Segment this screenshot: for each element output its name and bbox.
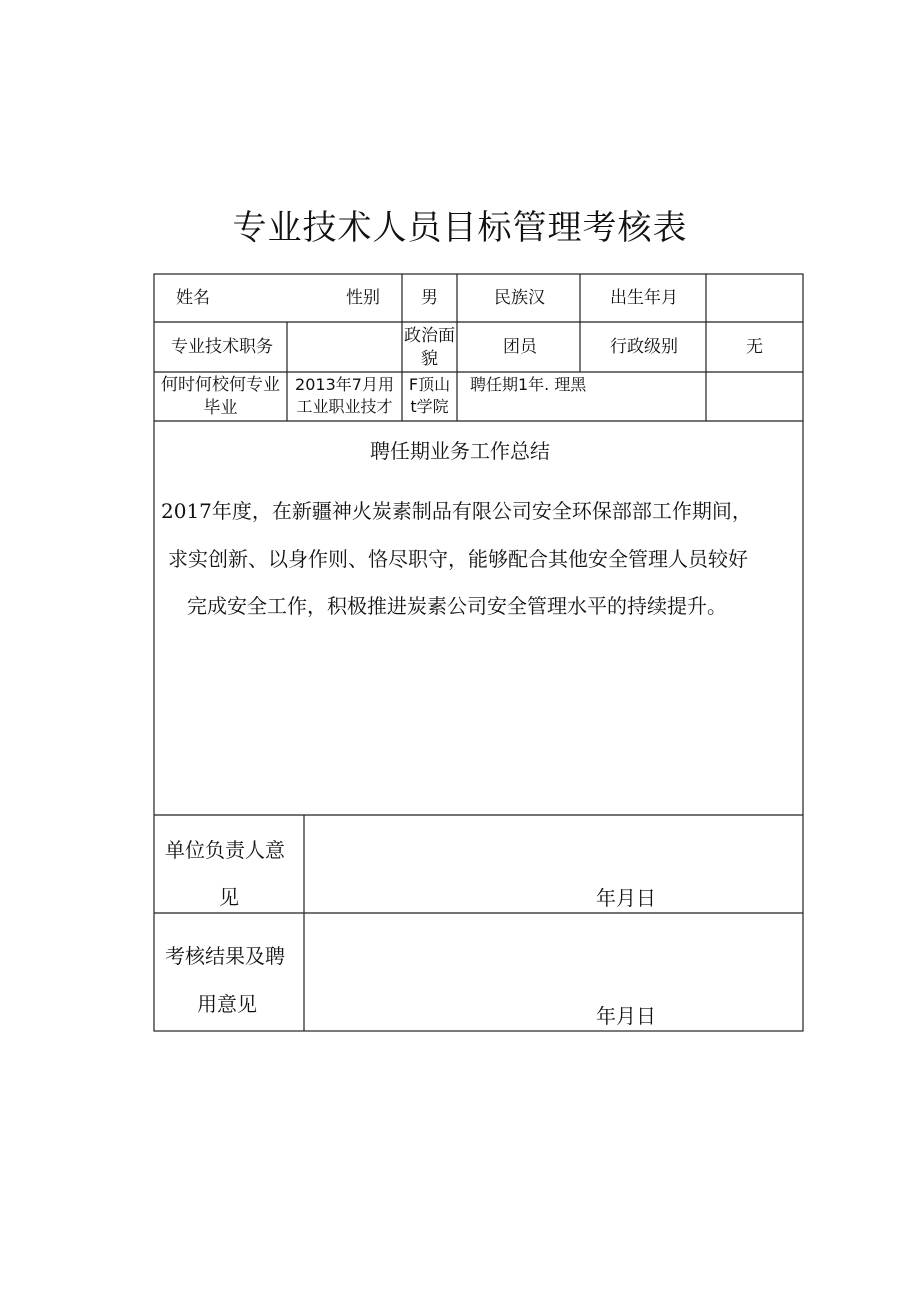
admin-level-value: 无: [746, 337, 763, 357]
summary-line-2: 求实创新、以身作则、恪尽职守，能够配合其他安全管理人员较好: [168, 547, 748, 571]
assessment-label-line1: 考核结果及聘: [165, 944, 285, 968]
summary-line-1: 2017年度，在新疆神火炭素制品有限公司安全环保部部工作期间，: [161, 499, 752, 523]
gender-label: 性别: [346, 288, 380, 308]
political-status-label-line1: 政治面: [404, 326, 455, 346]
appointment-value: 聘任期1年. 理黑: [470, 375, 587, 394]
graduation-value-line2: 工业职业技才: [296, 396, 393, 416]
graduation-value-line1: 2013年7月用: [295, 375, 394, 394]
name-label: 姓名: [176, 288, 210, 308]
school-value-line2: t学院: [410, 396, 449, 416]
political-status-label-line2: 貌: [421, 348, 438, 369]
school-value: [402, 374, 457, 417]
summary-heading: 聘任期业务工作总结: [370, 439, 550, 463]
political-status-value: 团员: [503, 337, 537, 357]
gender-value: 男: [421, 288, 438, 308]
professional-title-label: 专业技术职务: [171, 337, 273, 357]
assessment-date: 年月日: [596, 1004, 656, 1028]
assessment-label-line2: 用意见: [197, 992, 257, 1016]
graduation-value: [287, 374, 402, 417]
ethnicity-value: 民族汉: [494, 288, 545, 308]
document-title: 专业技术人员目标管理考核表: [232, 208, 688, 248]
graduation-label: [154, 374, 287, 420]
unit-opinion-label-line2: 见: [219, 885, 239, 909]
political-status-label: [402, 325, 457, 371]
unit-opinion-label-line1: 单位负责人意: [165, 838, 285, 862]
school-value-line1: F顶山: [408, 375, 451, 394]
unit-opinion-date: 年月日: [596, 886, 656, 910]
birth-label: 出生年月: [610, 288, 678, 308]
admin-level-label: 行政级别: [610, 337, 678, 357]
graduation-label-line2: 毕业: [203, 397, 238, 418]
graduation-label-line1: 何时何校何专业: [161, 375, 280, 395]
summary-line-3: 完成安全工作，积极推进炭素公司安全管理水平的持续提升。: [187, 594, 727, 618]
